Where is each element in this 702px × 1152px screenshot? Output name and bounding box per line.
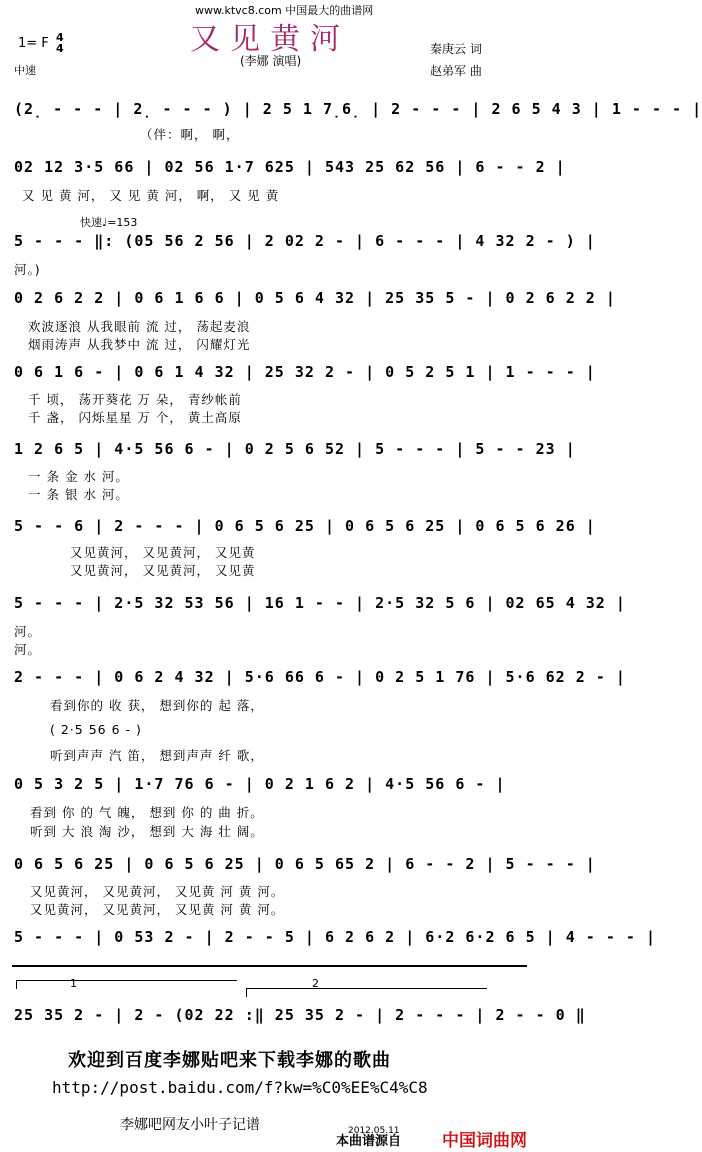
time-signature xyxy=(56,32,64,54)
volta-2-label: 2 xyxy=(312,977,319,990)
notes: 0 5 3 2 5 | 1·7 76 6 - | 0 2 1 6 2 | 4·5 56 6 - | xyxy=(14,775,506,793)
notes: (2̣ - - - | 2̣ - - - ) | 2 5 1 7̣6̣ | 2 - - - | 2 6 5 4 3 | 1 - - - | xyxy=(14,100,702,118)
lyric-line: 听到 大 浪 淘 沙， 想到 大 海 壮 阔。 xyxy=(30,824,264,839)
transcriber-credit: 李娜吧网友小叶子记谱 xyxy=(120,1117,260,1133)
welcome-banner: 欢迎到百度李娜贴吧来下载李娜的歌曲 xyxy=(68,1050,391,1071)
lyric-line: ( 2·5 56 6 - ) xyxy=(50,722,142,737)
lyric-line: 又见黄河， 又见黄河， 又见黄 xyxy=(70,563,256,578)
time-top: 4 xyxy=(56,31,64,44)
notes: 5 - - - ‖: (05 56 2 56 | 2 02 2 - | 6 - - - | 4 32 2 - ) | xyxy=(14,232,596,250)
notes: 5 - - - | 0 53 2 - | 2 - - 5 | 6 2 6 2 | 6·2 6·2 6 5 | 4 - - - | xyxy=(14,928,656,946)
lyric-line: 一 条 金 水 河。 xyxy=(28,469,129,484)
tempo-marking: 中速 xyxy=(14,64,36,77)
time-bottom: 4 xyxy=(56,42,64,55)
notes: 0 6 1 6 - | 0 6 1 4 32 | 25 32 2 - | 0 5 2 5 1 | 1 - - - | xyxy=(14,363,596,381)
source-label: 本曲谱源自 xyxy=(336,1134,402,1149)
volta-2-bracket xyxy=(246,988,487,997)
notes: 0 6 5 6 25 | 0 6 5 6 25 | 0 6 5 65 2 | 6 - - 2 | 5 - - - | xyxy=(14,855,596,873)
key-signature: 1= F xyxy=(18,36,49,51)
lyric-line: 河。) xyxy=(14,262,41,277)
lyric-line: 河。 xyxy=(14,624,42,639)
lyric-line: 又见黄河， 又见黄河， 又见黄 河 黄 河。 xyxy=(30,884,285,899)
lyricist-credit: 秦庚云 词 xyxy=(430,42,482,56)
lyric-line: 看到你的 收 获， 想到你的 起 落， xyxy=(50,698,264,713)
lyric-line: 听到声声 汽 笛， 想到声声 纤 歌， xyxy=(50,748,264,763)
lyric-line: 千 顷， 荡开葵花 万 朵， 青纱帐前 xyxy=(28,392,242,407)
song-title: 又见黄河 xyxy=(190,22,350,57)
lyric-line: 千 盏， 闪烁星星 万 个， 黄土高原 xyxy=(28,410,242,425)
composer-credit: 赵弟军 曲 xyxy=(430,64,482,78)
notes: 5 - - 6 | 2 - - - | 0 6 5 6 25 | 0 6 5 6 25 | 0 6 5 6 26 | xyxy=(14,517,596,535)
notes: 25 35 2 - | 2 - (02 22 :‖ 25 35 2 - | 2 - - - | 2 - - 0 ‖ xyxy=(14,1006,586,1024)
lyric-line: 一 条 银 水 河。 xyxy=(28,487,129,502)
lyric-line: 又见黄河， 又见黄河， 又见黄 河 黄 河。 xyxy=(30,902,285,917)
lyric-line: 欢波逐浪 从我眼前 流 过， 荡起麦浪 xyxy=(28,319,251,334)
notes: 5 - - - | 2·5 32 53 56 | 16 1 - - | 2·5 32 5 6 | 02 65 4 32 | xyxy=(14,594,626,612)
forum-url[interactable]: http://post.baidu.com/f?kw=%C0%EE%C4%C8 xyxy=(52,1078,428,1097)
tempo-change: 快速♩=153 xyxy=(80,216,138,229)
notes: 0 2 6 2 2 | 0 6 1 6 6 | 0 5 6 4 32 | 25 35 5 - | 0 2 6 2 2 | xyxy=(14,289,616,307)
lyric-line: （伴：啊， 啊， xyxy=(140,127,240,142)
transcription-date: 2012.05.11 xyxy=(348,1126,400,1136)
notes: 1 2 6 5 | 4·5 56 6 - | 0 2 5 6 52 | 5 - - - | 5 - - 23 | xyxy=(14,440,576,458)
lyric-line: 又 见 黄 河， 又 见 黄 河， 啊， 又 见 黄 xyxy=(22,188,280,203)
volta-1-label: 1 xyxy=(70,977,77,990)
notes: 2 - - - | 0 6 2 4 32 | 5·6 66 6 - | 0 2 5 1 76 | 5·6 62 2 - | xyxy=(14,668,626,686)
lyric-line: 烟雨涛声 从我梦中 流 过， 闪耀灯光 xyxy=(28,337,251,352)
volta-1-bracket xyxy=(16,980,237,989)
notes: 02 12 3·5 66 | 02 56 1·7 625 | 543 25 62 56 | 6 - - 2 | xyxy=(14,158,566,176)
source-site-logo: 中国词曲网 xyxy=(442,1131,527,1151)
singer-credit: (李娜 演唱) xyxy=(240,54,302,68)
lyric-line: 河。 xyxy=(14,642,42,657)
site-watermark: www.ktvc8.com 中国最大的曲谱网 xyxy=(195,4,374,17)
lyric-line: 看到 你 的 气 魄， 想到 你 的 曲 折。 xyxy=(30,805,264,820)
lyric-line: 又见黄河， 又见黄河， 又见黄 xyxy=(70,545,256,560)
divider-line xyxy=(12,965,527,967)
